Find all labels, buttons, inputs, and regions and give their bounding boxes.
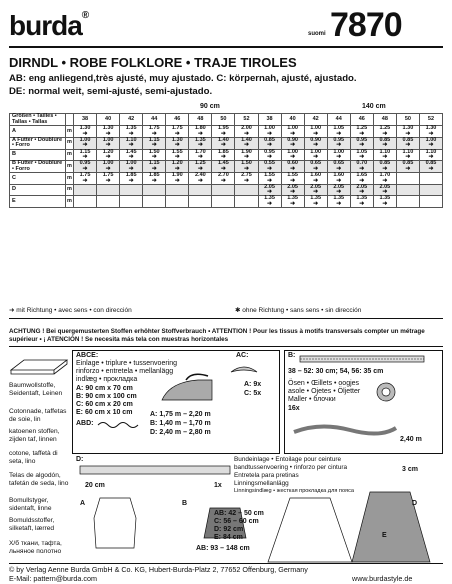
cell: 0.85 ➜ (396, 161, 419, 173)
cell (74, 184, 97, 196)
cell (166, 184, 189, 196)
header-rule (9, 46, 443, 48)
interfacing-size-c: C: 60 cm x 20 cm (76, 401, 133, 408)
warning-note: ACHTUNG ! Bei quergemusterten Stoffen erhöhter Stoffverbrauch • ATTENTION ! Pour les tissus à motifs transversals compter un métrage supérieur • ¡ ATENCIÓN ! Se necesita más tela con muestras horizontales (9, 328, 425, 343)
cell: 1.40 ➜ (235, 137, 258, 149)
ac-label: AC: (236, 352, 249, 359)
view-measure-2: C: 56 – 60 cm (214, 518, 259, 525)
cell: 1.30 ➜ (74, 126, 97, 138)
cell: 0.85 ➜ (396, 137, 419, 149)
cell (189, 196, 212, 208)
brand-name: burda (9, 10, 82, 41)
cell (74, 196, 97, 208)
cell: 1.05 ➜ (350, 149, 373, 161)
eyelets-count: 16x (288, 405, 300, 412)
cell: 1.55 ➜ (166, 149, 189, 161)
cell: 1.05 ➜ (327, 126, 350, 138)
abd-d: D: 2,40 m – 2,80 m (150, 429, 211, 436)
cell: 1.30 ➜ (396, 126, 419, 138)
eyelet-icon (366, 380, 406, 404)
cell: 2.05 ➜ (258, 184, 281, 196)
view-width-1: AB: 93 – 148 cm (196, 545, 250, 552)
size-90-1: 40 (97, 114, 120, 126)
cell: 1.20 ➜ (97, 149, 120, 161)
table-row: A Futter • Doublure • Forro m 1.00 ➜ 1.00 ➜ 1.10 ➜ 1.15 ➜ 1.30 ➜ 1.35 ➜ 1.40 ➜ 1.40 ➜ 0.85 ➜ 0.90 ➜ 0.90 ➜ 0.95 ➜ 0.95 ➜ 0.85 ➜ 0.85 ➜ 1.00 ➜ (10, 137, 443, 149)
size-140-2: 42 (304, 114, 327, 126)
cell: 1.00 ➜ (304, 126, 327, 138)
cell (235, 184, 258, 196)
cell: 1.55 ➜ (281, 173, 304, 185)
table-row: B m 1.15 ➜ 1.20 ➜ 1.45 ➜ 1.50 ➜ 1.55 ➜ 1.70 ➜ 1.85 ➜ 1.90 ➜ 0.95 ➜ 1.00 ➜ 1.00 ➜ 1.00 ➜ 1.05 ➜ 1.10 ➜ 1.10 ➜ 1.10 ➜ (10, 149, 443, 161)
ac-c: C: 5x (244, 390, 262, 397)
interfacing-size-b: B: 90 cm x 100 cm (76, 393, 137, 400)
cell (143, 196, 166, 208)
waistband-width: 20 cm (85, 482, 105, 489)
cell: 1.30 ➜ (166, 137, 189, 149)
waistband-d-label: D: (76, 456, 84, 463)
cell: 1.75 ➜ (74, 173, 97, 185)
cell: 0.95 ➜ (350, 137, 373, 149)
cell: 1.25 ➜ (373, 126, 396, 138)
cell (212, 196, 235, 208)
cell: 1.35 ➜ (350, 196, 373, 208)
cell (396, 184, 419, 196)
size-140-6: 50 (396, 114, 419, 126)
cell: 0.65 ➜ (304, 161, 327, 173)
size-90-0: 38 (74, 114, 97, 126)
size-90-4: 46 (166, 114, 189, 126)
cell: 2.05 ➜ (304, 184, 327, 196)
cell: 1.50 ➜ (235, 161, 258, 173)
size-140-5: 48 (373, 114, 396, 126)
brand-logo (9, 10, 88, 42)
cell: 0.85 ➜ (373, 161, 396, 173)
notions-b-label: B: (288, 352, 296, 359)
cell: 2.05 ➜ (327, 184, 350, 196)
tape-icon (96, 420, 140, 430)
website: www.burdastyle.de (352, 574, 413, 583)
cell: 1.90 ➜ (166, 173, 189, 185)
cell (189, 184, 212, 196)
lace-length: 2,40 m (400, 436, 422, 443)
cell: 1.60 ➜ (304, 173, 327, 185)
cell: 1.00 ➜ (74, 137, 97, 149)
table-row: B Futter • Doublure • Forro m 0.95 ➜ 1.00 ➜ 1.00 ➜ 1.15 ➜ 1.20 ➜ 1.25 ➜ 1.45 ➜ 1.50 ➜ 0.55 ➜ 0.60 ➜ 0.65 ➜ 0.65 ➜ 0.70 ➜ 0.85 ➜ 0.85 ➜ 0.85 ➜ (10, 161, 443, 173)
eyelets-line-1: Ösen • Œillets • oogjes (288, 380, 360, 387)
cell: 1.35 ➜ (258, 196, 281, 208)
trademark-icon: ® (81, 10, 89, 21)
waistband-height: 3 cm (402, 466, 418, 473)
cell: 0.85 ➜ (373, 137, 396, 149)
cell: 1.90 ➜ (235, 149, 258, 161)
cell: 1.00 ➜ (120, 161, 143, 173)
cell: 0.65 ➜ (327, 161, 350, 173)
cell: 1.45 ➜ (212, 161, 235, 173)
waistband-strip (78, 462, 238, 480)
cell: 1.10 ➜ (396, 149, 419, 161)
view-measure-1: AB: 42 – 50 cm (214, 510, 264, 517)
cell: 2.00 ➜ (235, 126, 258, 138)
fabric-it: cotone, taffetà di seta, lino (9, 450, 58, 465)
cell: 1.85 ➜ (212, 149, 235, 161)
size-header-label: Größen • Tailles • Tallas • Tallas (10, 114, 66, 126)
cell (419, 184, 442, 196)
cell (143, 184, 166, 196)
waistband-line-4: Linningsmellanlägg (234, 480, 289, 487)
cell (166, 196, 189, 208)
cell: 0.90 ➜ (304, 137, 327, 149)
abd-a: A: 1,75 m – 2,20 m (150, 411, 211, 418)
cell: 1.70 ➜ (189, 149, 212, 161)
cell: 1.00 ➜ (281, 149, 304, 161)
cell (419, 196, 442, 208)
view-b-label: B (182, 500, 188, 507)
waistband-line-1: Bundeinlage • Entoilage pour ceinture (234, 456, 342, 463)
cell: 1.35 ➜ (120, 126, 143, 138)
cell: 1.00 ➜ (97, 137, 120, 149)
size-140-4: 46 (350, 114, 373, 126)
cell: 1.95 ➜ (212, 126, 235, 138)
iron-icon (158, 372, 218, 408)
cell: 1.50 ➜ (143, 149, 166, 161)
cell: 0.90 ➜ (281, 137, 304, 149)
cell: 2.05 ➜ (281, 184, 304, 196)
cell: 1.10 ➜ (373, 149, 396, 161)
cell: 1.35 ➜ (373, 196, 396, 208)
eyelets-line-3: Maller • блочки (288, 396, 336, 403)
cell: 0.95 ➜ (74, 161, 97, 173)
cell: 1.30 ➜ (97, 126, 120, 138)
cell: 1.00 ➜ (327, 149, 350, 161)
interfacing-size-a: A: 90 cm x 70 cm (76, 385, 133, 392)
cell: 1.45 ➜ (120, 149, 143, 161)
cell (419, 173, 442, 185)
cell: 2.40 ➜ (189, 173, 212, 185)
cell (120, 196, 143, 208)
cell: 1.40 ➜ (212, 137, 235, 149)
abd-label: ABD: (76, 420, 94, 427)
cell: 1.00 ➜ (419, 137, 442, 149)
zipper-lengths: 38 – 52: 30 cm; 54, 56: 35 cm (288, 368, 384, 375)
table-row: E m 1.35 ➜ 1.35 ➜ 1.35 ➜ 1.35 ➜ 1.35 ➜ 1.35 ➜ (10, 196, 443, 208)
cell: 1.25 ➜ (350, 126, 373, 138)
ac-a: A: 9x (244, 381, 262, 388)
cell (97, 196, 120, 208)
waistband-count: 1x (214, 482, 222, 489)
language-label: suomi (308, 31, 326, 37)
fabric-es: Telas de algodón, tafetán de seda, lino (9, 472, 69, 487)
cell: 0.95 ➜ (327, 137, 350, 149)
size-140-3: 44 (327, 114, 350, 126)
footer-rule (9, 563, 443, 564)
section-rule (9, 346, 443, 347)
cell (97, 184, 120, 196)
fabric-nl: katoenen stoffen, zijden taf, linnen (9, 428, 60, 443)
view-measure-4: E: 84 cm (214, 534, 243, 541)
cell: 1.00 ➜ (97, 161, 120, 173)
fabric-fr: Cotonnade, taffetas de soie, lin (9, 408, 67, 423)
size-140-0: 38 (258, 114, 281, 126)
waistband-line-2: bandtussenvoering • rinforzo per cintura (234, 464, 348, 471)
zipper-icon (298, 353, 428, 365)
fabric-ru: Х/б ткани, тафта, льняное полотно (9, 540, 62, 555)
hook-icon (228, 362, 260, 378)
cell (396, 196, 419, 208)
interfacing-size-e: E: 60 cm x 10 cm (76, 409, 133, 416)
interfacing-line-3: indlæg • прокладка (76, 376, 138, 383)
fit-line-2: DE: normal weit, semi-ajusté, semi-ajustado. (9, 86, 213, 97)
fabric-fold-illustration (9, 350, 69, 378)
cell (235, 196, 258, 208)
size-90-5: 48 (189, 114, 212, 126)
cell (120, 184, 143, 196)
size-140-7: 52 (419, 114, 442, 126)
cell (396, 173, 419, 185)
view-e-label: E (382, 532, 387, 539)
cell (212, 184, 235, 196)
interfacing-line-1: Einlage • triplure • tussenvoering (76, 360, 178, 367)
cell: 1.15 ➜ (143, 137, 166, 149)
fabric-da: Bomuldsstoffer, silketaft, lærred (9, 517, 55, 532)
cell: 1.35 ➜ (327, 196, 350, 208)
interfacing-title: ABCE: (76, 352, 99, 359)
eyelets-line-2: asole • Ojetes • Öljetter (288, 388, 361, 395)
fit-line-1: AB: eng anliegend,très ajusté, muy ajustado. C: körpernah, ajusté, ajustado. (9, 73, 357, 84)
width-90-label: 90 cm (200, 103, 220, 110)
view-a-label: A (80, 500, 86, 507)
cell: 1.55 ➜ (258, 173, 281, 185)
waistband-line-3: Entretela para pretinas (234, 472, 299, 479)
copyright: © by Verlag Aenne Burda GmbH & Co. KG, Hubert-Burda-Platz 2, 77652 Offenburg, Germany (9, 565, 308, 574)
table-row: A m 1.30 ➜ 1.30 ➜ 1.35 ➜ 1.75 ➜ 1.75 ➜ 1.80 ➜ 1.95 ➜ 2.00 ➜ 1.00 ➜ 1.00 ➜ 1.00 ➜ 1.05 ➜ 1.25 ➜ 1.25 ➜ 1.30 ➜ 1.30 ➜ (10, 126, 443, 138)
legend-without-nap: ✱ ohne Richtung • sans sens • sin dirección (235, 307, 362, 314)
cell: 1.00 ➜ (304, 149, 327, 161)
view-measure-3: D: 92 cm (214, 526, 244, 533)
cell: 1.75 ➜ (143, 126, 166, 138)
cell: 1.65 ➜ (350, 173, 373, 185)
legend-rule (9, 318, 443, 319)
cell: 1.80 ➜ (189, 126, 212, 138)
abd-b: B: 1,40 m – 1,70 m (150, 420, 211, 427)
cell: 0.55 ➜ (258, 161, 281, 173)
cell: 1.20 ➜ (166, 161, 189, 173)
size-90-7: 52 (235, 114, 258, 126)
cell: 1.60 ➜ (327, 173, 350, 185)
size-140-1: 40 (281, 114, 304, 126)
table-row: D m 2.05 ➜ 2.05 ➜ 2.05 ➜ 2.05 ➜ 2.05 ➜ 2.05 ➜ (10, 184, 443, 196)
fabric-de: Baumwollstoffe, Seidentaft, Leinen (9, 382, 63, 397)
cell: 1.35 ➜ (281, 196, 304, 208)
size-table (9, 113, 443, 208)
cell: 1.85 ➜ (120, 173, 143, 185)
waistband-line-5: Linningsindlæg • жесткая прокладка для пояса (234, 488, 354, 494)
cell: 1.35 ➜ (189, 137, 212, 149)
cell: 0.60 ➜ (281, 161, 304, 173)
cell: 2.05 ➜ (373, 184, 396, 196)
size-90-3: 44 (143, 114, 166, 126)
cell: 1.15 ➜ (143, 161, 166, 173)
fabric-sv: Bomullstyger, sidentaft, linne (9, 497, 52, 512)
table-row: C m 1.75 ➜ 1.75 ➜ 1.85 ➜ 1.85 ➜ 1.90 ➜ 2.40 ➜ 2.70 ➜ 2.75 ➜ 1.55 ➜ 1.55 ➜ 1.60 ➜ 1.60 ➜ 1.65 ➜ 1.70 ➜ (10, 173, 443, 185)
cell: 1.00 ➜ (281, 126, 304, 138)
page-title: DIRNDL • ROBE FOLKLORE • TRAJE TIROLES (9, 55, 297, 70)
pattern-number: 7870 (330, 6, 402, 44)
legend-with-nap: ➜ mit Richtung • avec sens • con dirección (9, 307, 132, 314)
cell: 1.00 ➜ (258, 126, 281, 138)
size-90-6: 50 (212, 114, 235, 126)
cell: 0.85 ➜ (419, 161, 442, 173)
cell: 1.30 ➜ (419, 126, 442, 138)
garment-illustrations (90, 488, 450, 564)
cell: 1.75 ➜ (166, 126, 189, 138)
cell: 1.10 ➜ (419, 149, 442, 161)
cell: 1.75 ➜ (97, 173, 120, 185)
cell: 1.35 ➜ (304, 196, 327, 208)
cell: 0.85 ➜ (258, 137, 281, 149)
cell: 1.85 ➜ (143, 173, 166, 185)
view-d-label: D (412, 500, 418, 507)
cell: 0.70 ➜ (350, 161, 373, 173)
cell: 0.95 ➜ (258, 149, 281, 161)
lace-cord-icon (290, 418, 400, 442)
interfacing-line-2: rinforzo • entretela • mellanlägg (76, 368, 174, 375)
email: E-Mail: pattern@burda.com (9, 574, 97, 583)
cell: 2.70 ➜ (212, 173, 235, 185)
cell: 1.70 ➜ (373, 173, 396, 185)
cell: 1.25 ➜ (189, 161, 212, 173)
cell: 2.05 ➜ (350, 184, 373, 196)
cell: 1.15 ➜ (74, 149, 97, 161)
width-140-label: 140 cm (362, 103, 386, 110)
cell: 1.10 ➜ (120, 137, 143, 149)
cell: 2.75 ➜ (235, 173, 258, 185)
size-90-2: 42 (120, 114, 143, 126)
